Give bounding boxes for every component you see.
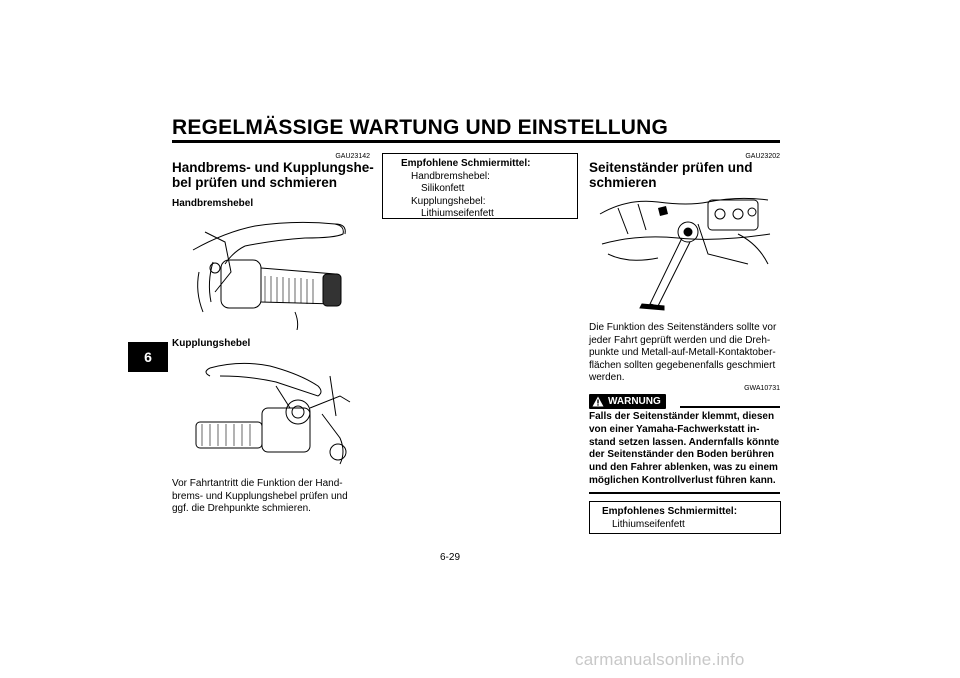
warning-code: GWA10731 — [744, 385, 780, 392]
subheading-brake-lever: Handbremshebel — [172, 198, 254, 209]
lubricant-box-line: Silikonfett — [421, 183, 465, 194]
heading-line-1: Handbrems- und Kupplungshe- — [172, 160, 374, 175]
sidestand-lubricant-value: Lithiumseifenfett — [612, 518, 685, 530]
left-paragraph-line: brems- und Kupplungshebel prüfen und — [172, 490, 348, 502]
left-paragraph-line: ggf. die Drehpunkte schmieren. — [172, 503, 311, 514]
right-paragraph-line: werden. — [589, 372, 625, 383]
warning-label: WARNUNG — [608, 396, 661, 407]
section-heading — [172, 160, 374, 190]
clutch-lever-illustration — [190, 356, 360, 468]
warning-text-line: von einer Yamaha-Fachwerkstatt in- — [589, 423, 760, 435]
section-code: GAU23142 — [335, 153, 370, 160]
warning-badge — [589, 394, 666, 409]
right-paragraph-line: flächen sollten gegebenenfalls geschmiert — [589, 359, 776, 371]
lubricant-box-line: Lithiumseifenfett — [421, 208, 494, 219]
warning-text-line: und den Fahrer ablenken, was zu einem — [589, 462, 778, 474]
sidestand-lubricant-title: Empfohlenes Schmiermittel: — [602, 506, 738, 517]
warning-text-line: stand setzen lassen. Andernfalls könnte — [589, 436, 780, 448]
right-paragraph-line: jeder Fahrt geprüft werden und die Dreh- — [589, 334, 771, 346]
warning-top-rule — [680, 406, 780, 408]
warning-text-line: Falls der Seitenständer klemmt, diesen — [589, 411, 775, 422]
sidestand-lubricant-box — [589, 501, 781, 534]
lubricant-box-line: Handbremshebel: — [411, 170, 490, 182]
watermark: carmanualsonline.info — [575, 650, 745, 669]
warning-bottom-rule — [589, 492, 780, 494]
sidestand-illustration — [598, 194, 773, 314]
heading-line-2: bel prüfen und schmieren — [172, 175, 338, 190]
header-rule — [172, 140, 780, 143]
lubricant-box-title: Empfohlene Schmiermittel: — [401, 158, 531, 169]
heading-line-1: Seitenständer prüfen und — [589, 160, 753, 175]
right-paragraph-line: punkte und Metall-auf-Metall-Kontaktober- — [589, 347, 776, 358]
page-title: REGELMÄSSIGE WARTUNG UND EINSTELLUNG — [172, 116, 669, 139]
heading-line-2: schmieren — [589, 175, 657, 190]
lubricant-box-line: Kupplungshebel: — [411, 195, 486, 207]
section-code-right: GAU23202 — [745, 153, 780, 160]
lubricant-box — [382, 153, 578, 219]
left-paragraph-line: Vor Fahrtantritt die Funktion der Hand- — [172, 478, 343, 489]
right-paragraph-line: Die Funktion des Seitenständers sollte vor — [589, 322, 777, 333]
warning-text-line: der Seitenständer den Boden berühren — [589, 449, 775, 461]
warning-text-line: möglichen Kontrollverlust führen kann. — [589, 474, 776, 486]
right-paragraph — [589, 322, 776, 385]
subheading-clutch-lever: Kupplungshebel — [172, 338, 251, 349]
chapter-tab: 6 — [128, 342, 168, 372]
page-number: 6-29 — [440, 552, 461, 563]
warning-triangle-icon — [592, 396, 604, 407]
section-heading-right — [589, 160, 753, 190]
warning-text — [589, 411, 779, 488]
brake-lever-illustration — [185, 212, 360, 330]
left-paragraph — [172, 478, 348, 516]
